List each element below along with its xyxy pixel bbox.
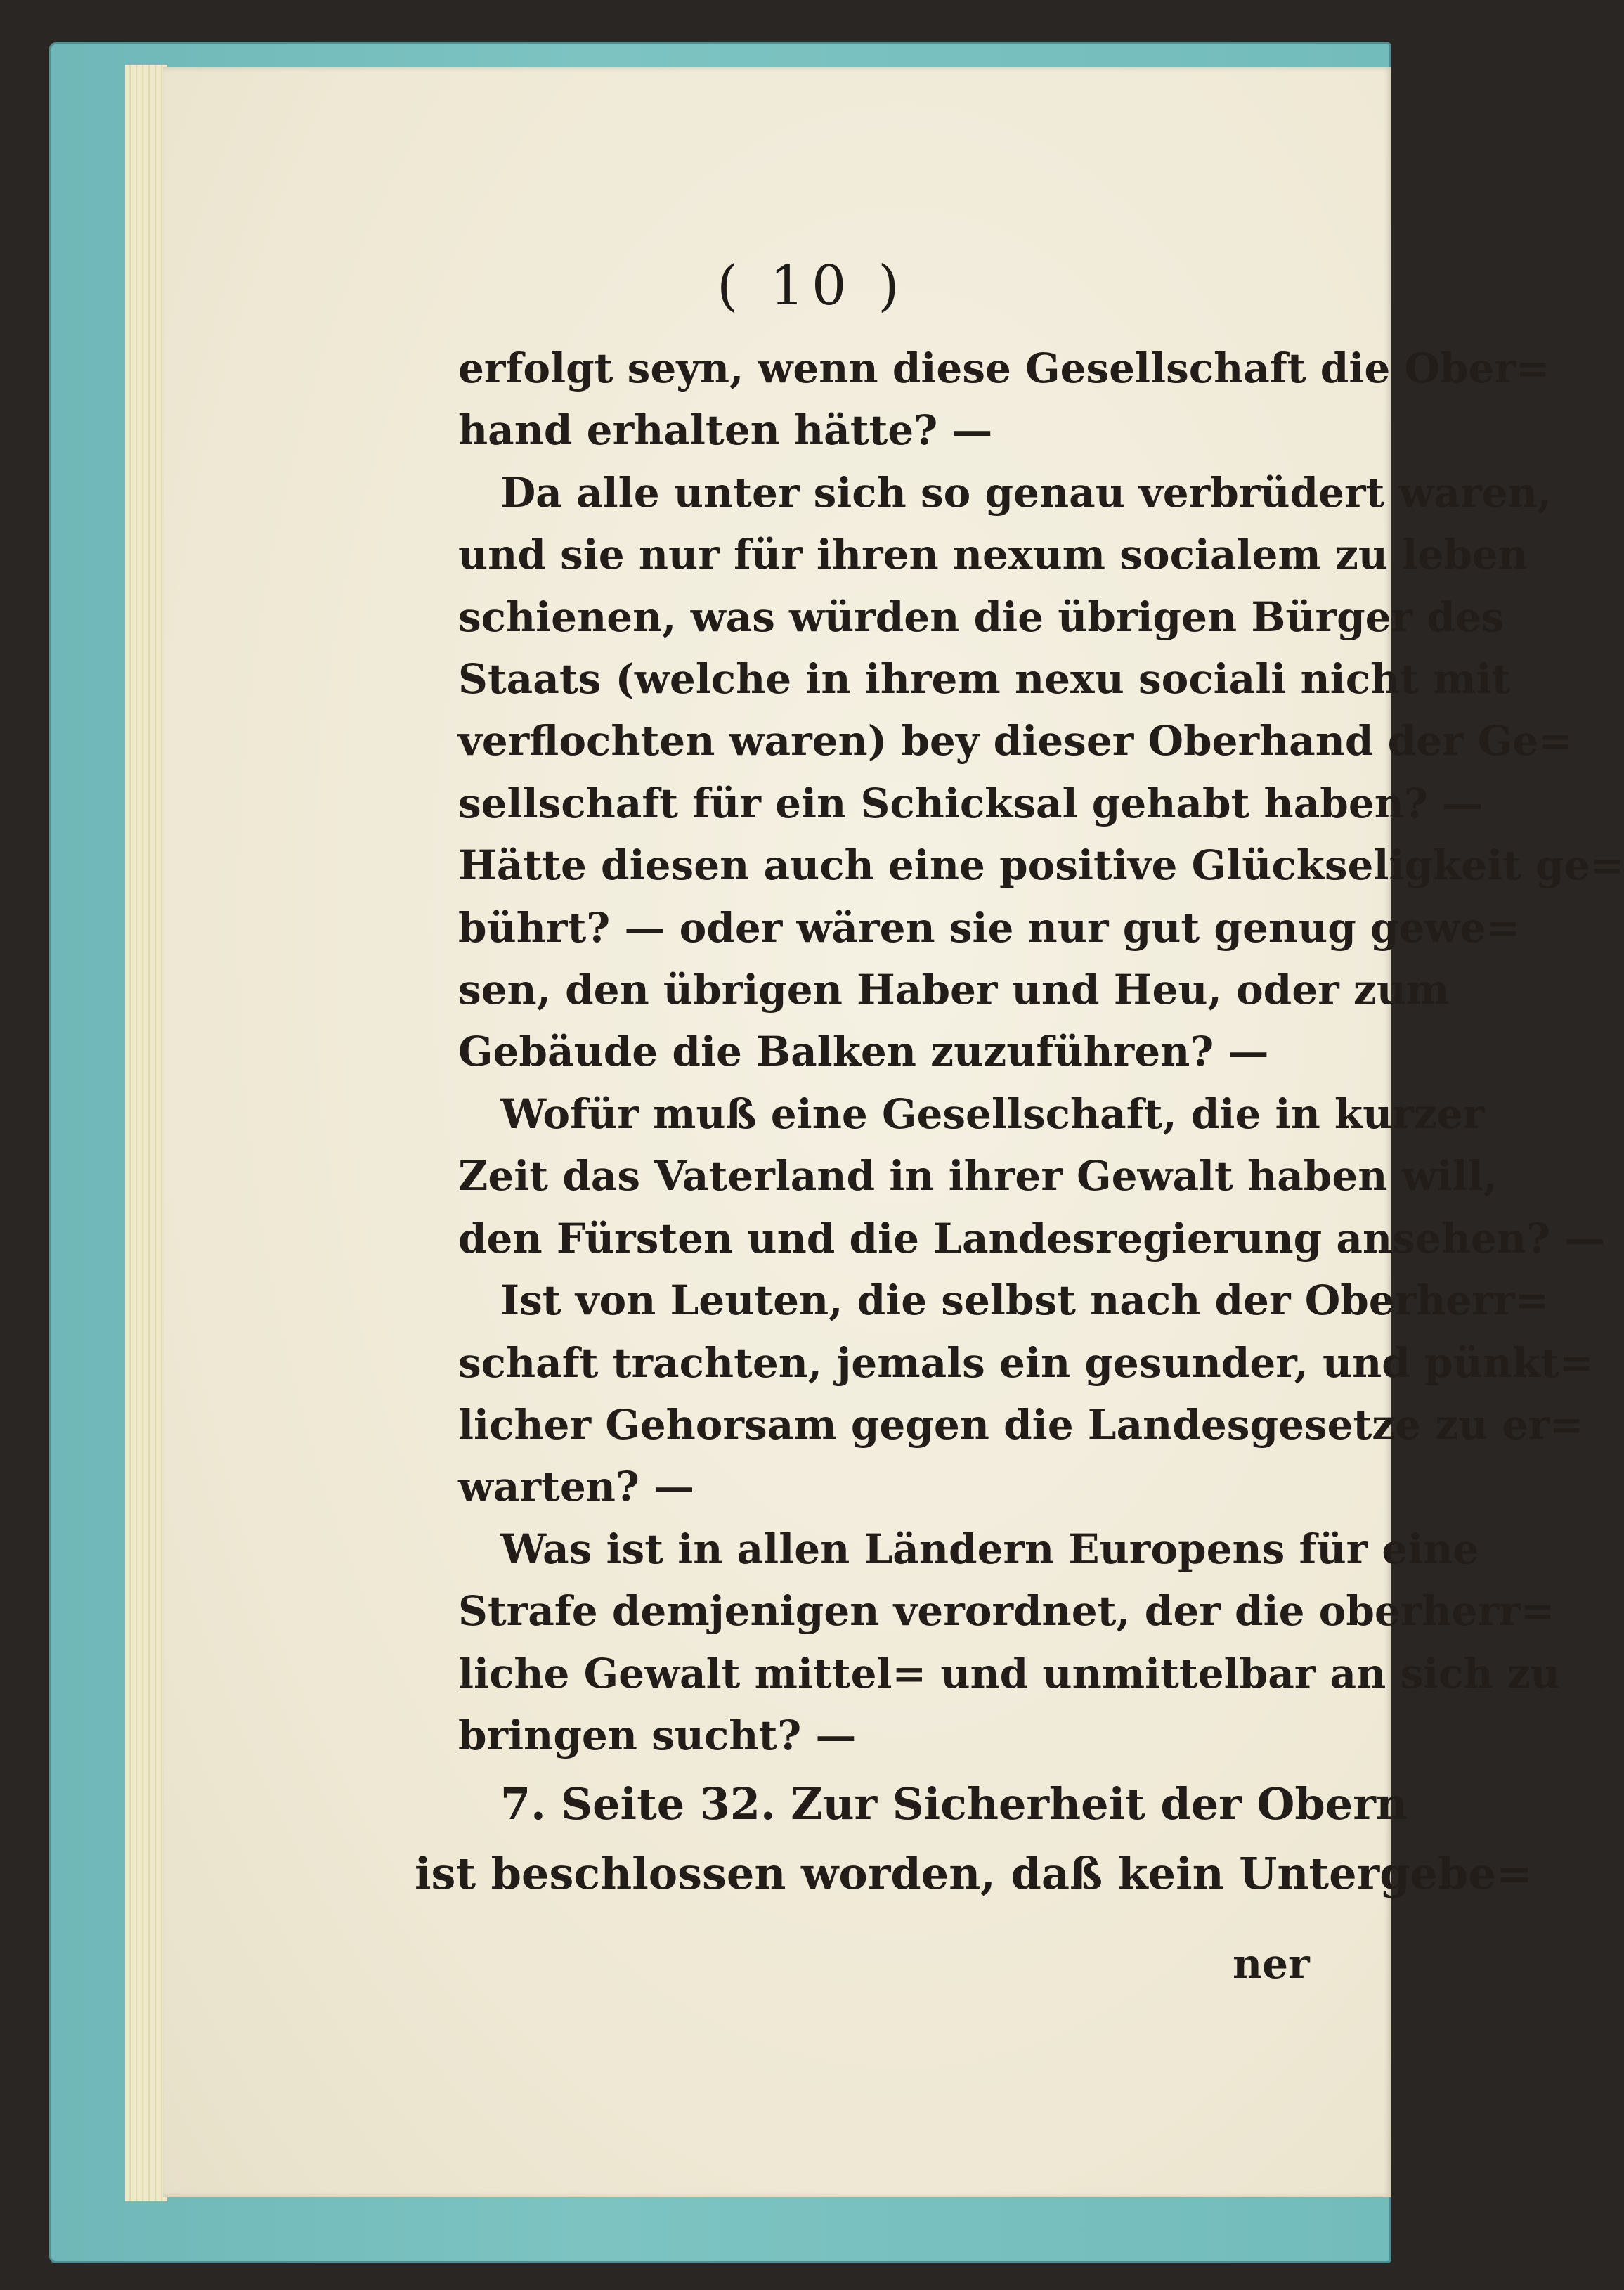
text-line: Wofür muß eine Gesellschaft, die in kurzer	[500, 1089, 1485, 1138]
running-head-page-number: ( 10 )	[717, 254, 907, 318]
text-line: sellschaft für ein Schicksal gehabt haben? —	[458, 779, 1483, 827]
section-text-line: ist beschlossen worden, daß kein Untergebe=	[415, 1847, 1533, 1899]
text-line: bührt? — oder wären sie nur gut genug gewe=	[458, 903, 1520, 952]
text-line: sen, den übrigen Haber und Heu, oder zum	[458, 966, 1450, 1014]
section-heading-line: 7. Seite 32. Zur Sicherheit der Obern	[500, 1778, 1408, 1830]
page-edges	[125, 65, 167, 2201]
text-line: schaft trachten, jemals ein gesunder, und pünkt=	[458, 1338, 1594, 1387]
text-line: hand erhalten hätte? —	[458, 406, 993, 455]
text-line: und sie nur für ihren nexum socialem zu leben	[458, 531, 1528, 579]
catchword: ner	[1233, 1940, 1310, 1988]
text-line: Was ist in allen Ländern Europens für eine	[500, 1525, 1479, 1573]
text-line: schienen, was würden die übrigen Bürger des	[458, 593, 1505, 641]
text-line: Strafe demjenigen verordnet, der die oberherr=	[458, 1587, 1555, 1636]
text-line: Hätte diesen auch eine positive Glückseligkeit ge=	[458, 841, 1624, 890]
text-line: den Fürsten und die Landesregierung ansehen? —	[458, 1214, 1606, 1262]
text-line: liche Gewalt mittel= und unmittelbar an sich zu	[458, 1649, 1560, 1697]
text-line: Gebäude die Balken zuzuführen? —	[458, 1028, 1269, 1076]
text-line: Da alle unter sich so genau verbrüdert waren,	[500, 468, 1552, 517]
text-line: verflochten waren) bey dieser Oberhand der Ge=	[458, 717, 1573, 765]
text-line: Zeit das Vaterland in ihrer Gewalt haben will,	[458, 1152, 1498, 1201]
text-line: warten? —	[458, 1463, 695, 1511]
text-line: licher Gehorsam gegen die Landesgesetze zu er=	[458, 1400, 1584, 1449]
text-line: Ist von Leuten, die selbst nach der Oberherr=	[500, 1276, 1550, 1325]
text-line: erfolgt seyn, wenn diese Gesellschaft die Ober=	[458, 344, 1550, 392]
body-text	[415, 337, 1624, 1905]
text-line: bringen sucht? —	[458, 1711, 857, 1759]
text-line: Staats (welche in ihrem nexu sociali nicht mit	[458, 655, 1511, 704]
